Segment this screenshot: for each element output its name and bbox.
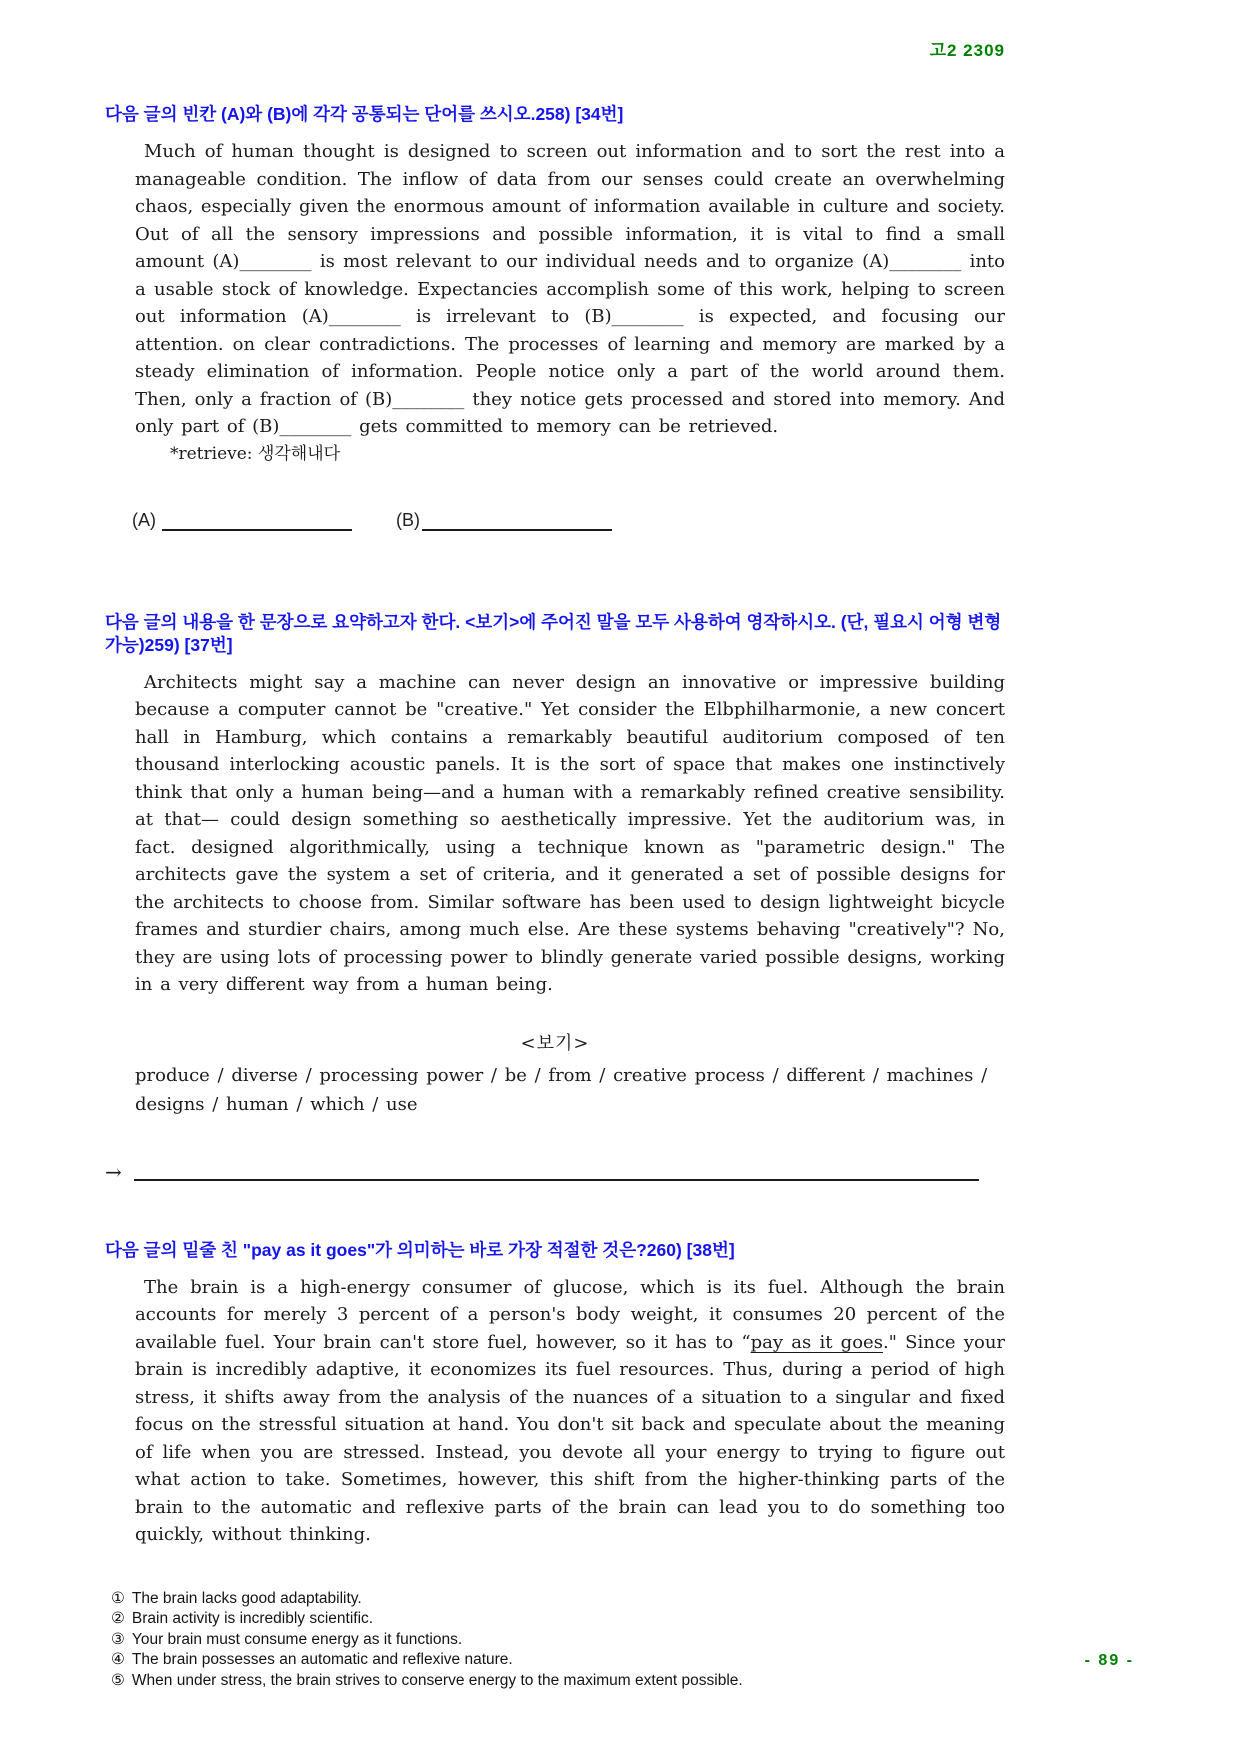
passage-text-before: The brain is a high-energy consumer of glucose, which is its fuel. Although the brain accounts for merely 3 percent of a person's body weight, it consumes 20 percent of the available fuel. Your brain can't store fuel, however, so it has to “ — [135, 1276, 1005, 1353]
question-37-passage: Architects might say a machine can never design an innovative or impressive building because a computer cannot be "creative." Yet consider the Elbphilharmonie, a new concert hall in Hamburg, which contains a remarkably beautiful auditorium composed of ten thousand interlocking acoustic panels. It is the sort of space that makes one instinctively think that only a human being—and a human with a remarkably refined creative sensibility. at that— could design something so aesthetically impressive. Yet the auditorium was, in fact. designed algorithmically, using a technique known as "parametric design." The architects gave the system a set of criteria, and it generated a set of possible designs for the architects to choose from. Similar software has been used to design lightweight bicycle frames and sturdier chairs, among much else. Are these systems behaving "creatively"? No, they are using lots of processing power to blindly generate varied possible designs, working in a very different way from a human being. — [135, 671, 1005, 995]
answer-label-a: (A) — [132, 509, 156, 530]
question-34-answer-line — [132, 510, 1005, 531]
choice-item-2[interactable] — [111, 1609, 1005, 1630]
choice-item-3[interactable] — [111, 1630, 1005, 1651]
choice-marker-1: ① — [111, 1589, 125, 1607]
answer-label-b: (B) — [396, 509, 420, 530]
choice-text-5: When under stress, the brain strives to conserve energy to the maximum extent possible. — [131, 1671, 743, 1689]
question-34-title: 다음 글의 빈칸 (A)와 (B)에 각각 공통되는 단어를 쓰시오.258) [34번] — [105, 104, 624, 124]
question-34-footnote: *retrieve: 생각해내다 — [170, 443, 341, 464]
choice-marker-4: ④ — [111, 1651, 125, 1668]
bogi-box-label: <보기> — [520, 1032, 590, 1054]
arrow-right-icon: → — [105, 1159, 122, 1184]
choice-text-2: Brain activity is incredibly scientific. — [131, 1610, 374, 1627]
bogi-word-list: produce / diverse / processing power / be / from / creative process / different / machines / designs / human / which / use — [135, 1064, 988, 1115]
choice-text-4: The brain possesses an automatic and reflexive nature. — [131, 1651, 513, 1668]
choice-item-4[interactable] — [111, 1650, 1005, 1671]
choice-item-5[interactable] — [111, 1671, 1005, 1692]
page-number: - 89 - — [1084, 1652, 1134, 1669]
answer-blank-a[interactable] — [162, 513, 352, 531]
exam-code-label: 고2 2309 — [929, 41, 1005, 60]
answer-blank-b[interactable] — [422, 513, 612, 531]
choice-item-1[interactable] — [111, 1589, 1005, 1610]
passage-text-after: ." Since your brain is incredibly adaptive, it economizes its fuel resources. Thus, during a period of high stress, it shifts away from the analysis of the nuances of a situation to a singular and fixed focus on the stressful situation at hand. You don't sit back and speculate about the meaning of life when you are stressed. Instead, you devote all your energy to trying to figure out what action to take. Sometimes, however, this shift from the higher-thinking parts of the brain to the automatic and reflexive parts of the brain can lead you to do something too quickly, without thinking. — [135, 1331, 1006, 1545]
question-34-passage: Much of human thought is designed to screen out information and to sort the rest into a manageable condition. The inflow of data from our senses could create an overwhelming chaos, especially given the enormous amount of information available in culture and society. Out of all the sensory impressions and possible information, it is vital to find a small amount (A)________ is most relevant to our individual needs and to organize (A)________ into a usable stock of knowledge. Expectancies accomplish some of this work, helping to screen out information (A)________ is irrelevant to (B)________ is expected, and focusing our attention. on clear contradictions. The processes of learning and memory are marked by a steady elimination of information. People notice only a part of the world around them. Then, only a fraction of (B)________ they notice gets processed and stored into memory. And only part of (B)________ gets committed to memory can be retrieved. — [135, 141, 1005, 437]
choices-list — [111, 1589, 1005, 1692]
choice-text-1: The brain lacks good adaptability. — [131, 1589, 362, 1607]
question-38-title: 다음 글의 밑줄 친 "pay as it goes"가 의미하는 바로 가장 적절한 것은?260) [38번] — [105, 1239, 735, 1260]
question-block-38 — [105, 1239, 1005, 1692]
choice-marker-3: ③ — [111, 1630, 125, 1648]
underlined-phrase: pay as it goes — [750, 1331, 883, 1353]
choice-text-3: Your brain must consume energy as it functions. — [131, 1630, 463, 1648]
choice-marker-5: ⑤ — [111, 1671, 125, 1689]
summary-answer-row — [105, 1159, 1005, 1184]
question-block-34 — [105, 103, 1005, 531]
question-block-37 — [105, 611, 1005, 1184]
question-37-title: 다음 글의 내용을 한 문장으로 요약하고자 한다. <보기>에 주어진 말을 모두 사용하여 영작하시오. (단, 필요시 어형 변형 가능)259) [37번] — [105, 611, 1002, 655]
choice-marker-2: ② — [111, 1610, 125, 1627]
summary-answer-blank[interactable] — [134, 1164, 979, 1181]
question-38-passage — [135, 1274, 1005, 1549]
